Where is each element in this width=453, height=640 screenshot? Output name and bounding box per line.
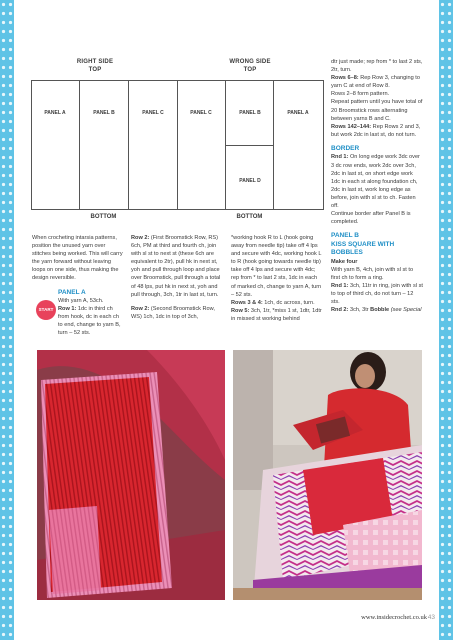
panel-label: PANEL C	[142, 110, 164, 116]
row-text: 3ch, 3tr	[348, 307, 371, 314]
panel-label: PANEL A	[287, 110, 309, 116]
row-instruction	[331, 123, 423, 139]
body-paragraph: Continue border after Panel B is completed.	[331, 211, 411, 226]
panel-label: PANEL D	[239, 178, 261, 184]
row-instruction	[331, 153, 423, 210]
row-text: (First Broomstick Row, RS) 6ch, PM at third and fourth ch, join with sl st to next st (these 6ch are equivalent to 2tr), pull hk in next st, yoh and pull through loop and place over Broomstick, pull through a total of 48 lps, put hk in next st, yoh and pull through, 3ch, 1tr in last st, turn.	[131, 235, 221, 298]
row-text: Rep Row 3, changing to yarn C at end of Row 8.	[331, 75, 420, 90]
row-label: Row 5:	[231, 307, 250, 314]
row-instruction	[231, 307, 323, 323]
border-heading: BORDER	[331, 144, 360, 152]
body-paragraph: Repeat pattern until you have total of 20 Broomstick rows alternating between yarns B and C.	[331, 99, 423, 122]
panel-divider	[273, 80, 274, 209]
woman-reading-illustration	[233, 350, 422, 600]
row-instruction	[331, 282, 423, 306]
panel-a-heading: PANEL A	[58, 288, 86, 296]
row-text: (Second Broomstick Row, WS) 1ch, 1dc in top of 3ch,	[131, 305, 215, 320]
panel-label: PANEL B	[93, 110, 115, 116]
row-label: Rnd 1:	[331, 283, 349, 290]
row-text: 1dc in third ch from hook, dc in each ch to end, change to yarn B, turn – 52 sts.	[58, 306, 121, 337]
row-label: Row 2:	[131, 235, 150, 241]
make-count: Make four	[331, 258, 358, 265]
diagram-title	[220, 58, 280, 74]
row-label: Row 2:	[131, 305, 150, 312]
diagram-title-line: RIGHT SIDE	[76, 59, 114, 65]
text-column-3	[231, 234, 323, 323]
panel-label: PANEL B	[239, 110, 261, 116]
row-text: (see Special	[389, 307, 422, 314]
row-label: Rows 3 & 4:	[231, 299, 263, 306]
page-edge-pattern-right	[439, 0, 453, 640]
row-text: 1ch, dc across, turn.	[262, 299, 315, 306]
diagram-title-line: TOP	[243, 67, 257, 73]
cast-on-line: With yarn A, 53ch.	[58, 298, 104, 305]
diagram-title-line: TOP	[88, 67, 102, 73]
panel-b-subheading: KISS SQUARE WITH BOBBLES	[331, 240, 395, 257]
panel-divider	[79, 80, 80, 209]
row-text: 3ch, 11tr in ring, join with sl st to top of third ch, do not turn – 12 sts.	[331, 283, 423, 306]
row-instruction	[131, 234, 223, 299]
diagram-bottom-label: BOTTOM	[90, 214, 117, 220]
page-number: 43	[427, 614, 435, 621]
body-paragraph: With yarn B, 4ch, join with sl st to first ch to form a ring.	[331, 266, 414, 281]
row-label: Row 1:	[58, 306, 77, 313]
panel-label: PANEL A	[44, 110, 66, 116]
body-paragraph: Rows 2–8 form pattern.	[331, 91, 390, 98]
blanket-closeup-illustration	[37, 350, 225, 600]
start-badge: START	[36, 300, 56, 320]
diagram-title	[70, 58, 120, 74]
row-label: Rows 142–144:	[331, 123, 372, 130]
page-edge-pattern-left	[0, 0, 14, 640]
row-instruction	[331, 74, 423, 90]
row-text: Rep Rows 2 and 3, but work 2dc in last st, do not turn.	[331, 123, 421, 138]
panel-b-heading: PANEL B	[331, 232, 359, 240]
intro-paragraph: When crocheting intarsia patterns, position the unused yarn over stitches being worked. This will carry the yarn forward without leaving loops on one side, thus making the design reversible.	[32, 235, 123, 282]
row-label: Rnd 1:	[331, 154, 349, 161]
row-label: Rnd 2:	[331, 307, 349, 314]
row-instruction	[231, 299, 323, 307]
row-label: Rows 6–8:	[331, 75, 359, 82]
row-instruction	[131, 305, 223, 321]
diagram-bottom-label: BOTTOM	[236, 214, 263, 220]
panel-divider	[225, 145, 273, 146]
body-paragraph: dtr just made; rep from * to last 2 sts, 2tr, turn.	[331, 59, 423, 74]
text-column-1	[32, 234, 124, 338]
panel-divider	[128, 80, 129, 209]
text-column-2	[131, 234, 223, 321]
bobble-term: Bobble	[370, 307, 390, 314]
blanket-closeup-photo	[37, 350, 225, 600]
diagram-title-line: WRONG SIDE	[229, 59, 271, 65]
text-column-4	[331, 58, 423, 314]
row-text: 3ch, 1tr, *miss 1 st, 1dtr, 1dtr in missed st working behind	[231, 307, 322, 322]
body-paragraph: *working hook R to L (hook going away from needle tip) take off 4 lps and secure with 4dc, working hook L to R (hook going towards needle tip) take off 4 lps and secure with 4dc; rep from * to last 2 sts, 1dc in each of marked ch, change to yarn A, turn – 52 sts.	[231, 235, 322, 298]
row-text: On long edge work 3dc over 3 dc row ends, work 2dc over 3ch, 2dc in last st, on short edge work 1dc in each st along foundation ch, 2dc in last st, work long edge as before, join with sl st to ch. Fasten off.	[331, 154, 420, 209]
row-instruction	[331, 306, 423, 314]
panel-label: PANEL C	[190, 110, 212, 116]
woman-reading-photo	[233, 350, 422, 600]
footer-url[interactable]: www.insidecrochet.co.uk	[361, 614, 427, 621]
diagram-frame	[31, 80, 178, 210]
